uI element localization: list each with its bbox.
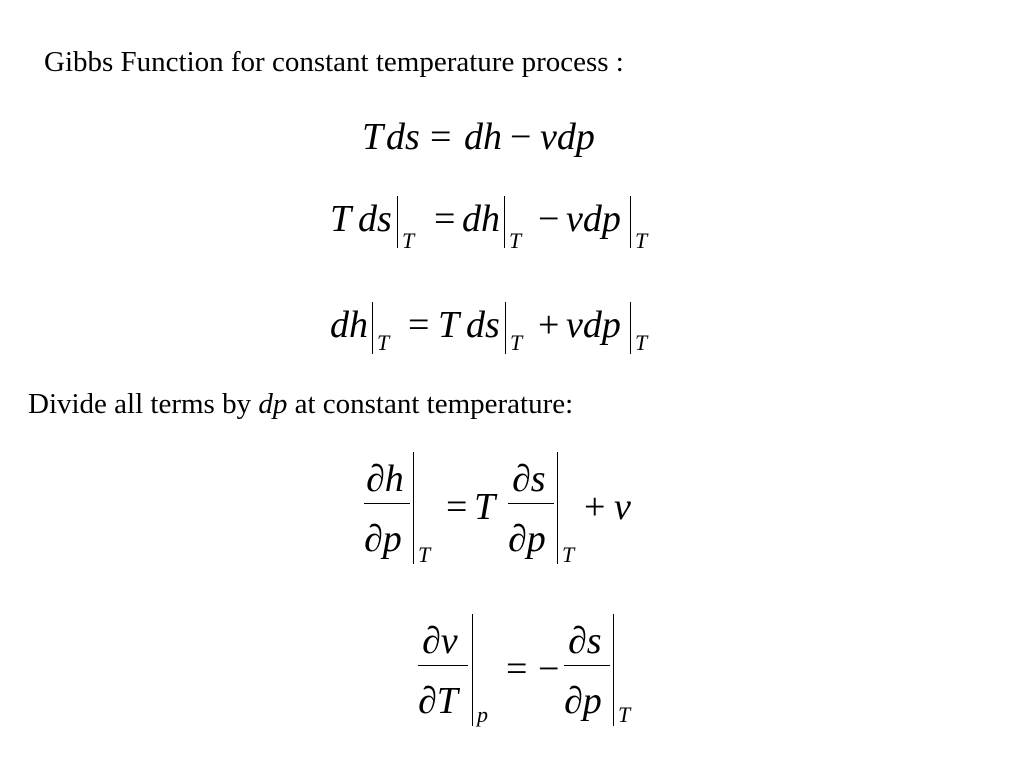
eq3-plus: + xyxy=(538,304,560,346)
eq1-T: T xyxy=(362,116,384,158)
eq1-dh: dh xyxy=(464,116,502,158)
eq5-fraction-line-2 xyxy=(564,665,610,666)
eq3-dh: dh xyxy=(330,304,368,346)
eq3-sub-3: T xyxy=(635,330,648,355)
eq5-sub-1: p xyxy=(477,702,488,727)
eq3-equals: = xyxy=(408,304,430,346)
eq5-num-2: ∂s xyxy=(568,620,602,662)
eq3-vdp: vdp xyxy=(566,304,621,346)
eq4-v: v xyxy=(614,486,631,528)
eq1-ds: ds xyxy=(386,116,420,158)
eq4-plus: + xyxy=(584,486,606,528)
eq1-minus: − xyxy=(510,116,532,158)
eq2-T: T xyxy=(330,198,352,240)
eq4-num-1: ∂h xyxy=(366,458,404,500)
eq5-fraction-line-1 xyxy=(418,665,468,666)
instruction-after: at constant temperature: xyxy=(287,388,574,420)
eq5-num-1: ∂v xyxy=(422,620,458,662)
eq2-vdp: vdp xyxy=(566,198,621,240)
eq5-den-1: ∂T xyxy=(418,680,458,722)
eq2-sub-3: T xyxy=(635,228,648,253)
eq1-vdp: vdp xyxy=(540,116,595,158)
eq3-sub-2: T xyxy=(510,330,523,355)
eq3-sub-1: T xyxy=(377,330,390,355)
eq5-sub-2: T xyxy=(618,702,631,727)
eq2-ds: ds xyxy=(358,198,392,240)
eq4-T: T xyxy=(474,486,496,528)
eq4-sub-2: T xyxy=(562,542,575,567)
eq2-dh: dh xyxy=(462,198,500,240)
eq4-den-2: ∂p xyxy=(508,518,546,560)
eq5-eval-bar-1 xyxy=(472,614,473,726)
eq5-equals: = xyxy=(506,648,528,690)
eq4-num-2: ∂s xyxy=(512,458,546,500)
eq4-den-1: ∂p xyxy=(364,518,402,560)
eq2-sub-1: T xyxy=(402,228,415,253)
eq5-eval-bar-2 xyxy=(613,614,614,726)
eq2-sub-2: T xyxy=(509,228,522,253)
eq4-equals: = xyxy=(446,486,468,528)
instruction-before: Divide all terms by xyxy=(28,388,259,420)
eq5-den-2: ∂p xyxy=(564,680,602,722)
eq4-sub-1: T xyxy=(418,542,431,567)
eq3-T: T xyxy=(438,304,460,346)
slide-heading: Gibbs Function for constant temperature process : xyxy=(44,46,624,78)
eq3-ds: ds xyxy=(466,304,500,346)
eq2-minus: − xyxy=(538,198,560,240)
eq5-minus: − xyxy=(538,648,560,690)
eq1-equals: = xyxy=(430,116,452,158)
instruction-emph: dp xyxy=(258,388,288,420)
eq2-equals: = xyxy=(434,198,456,240)
